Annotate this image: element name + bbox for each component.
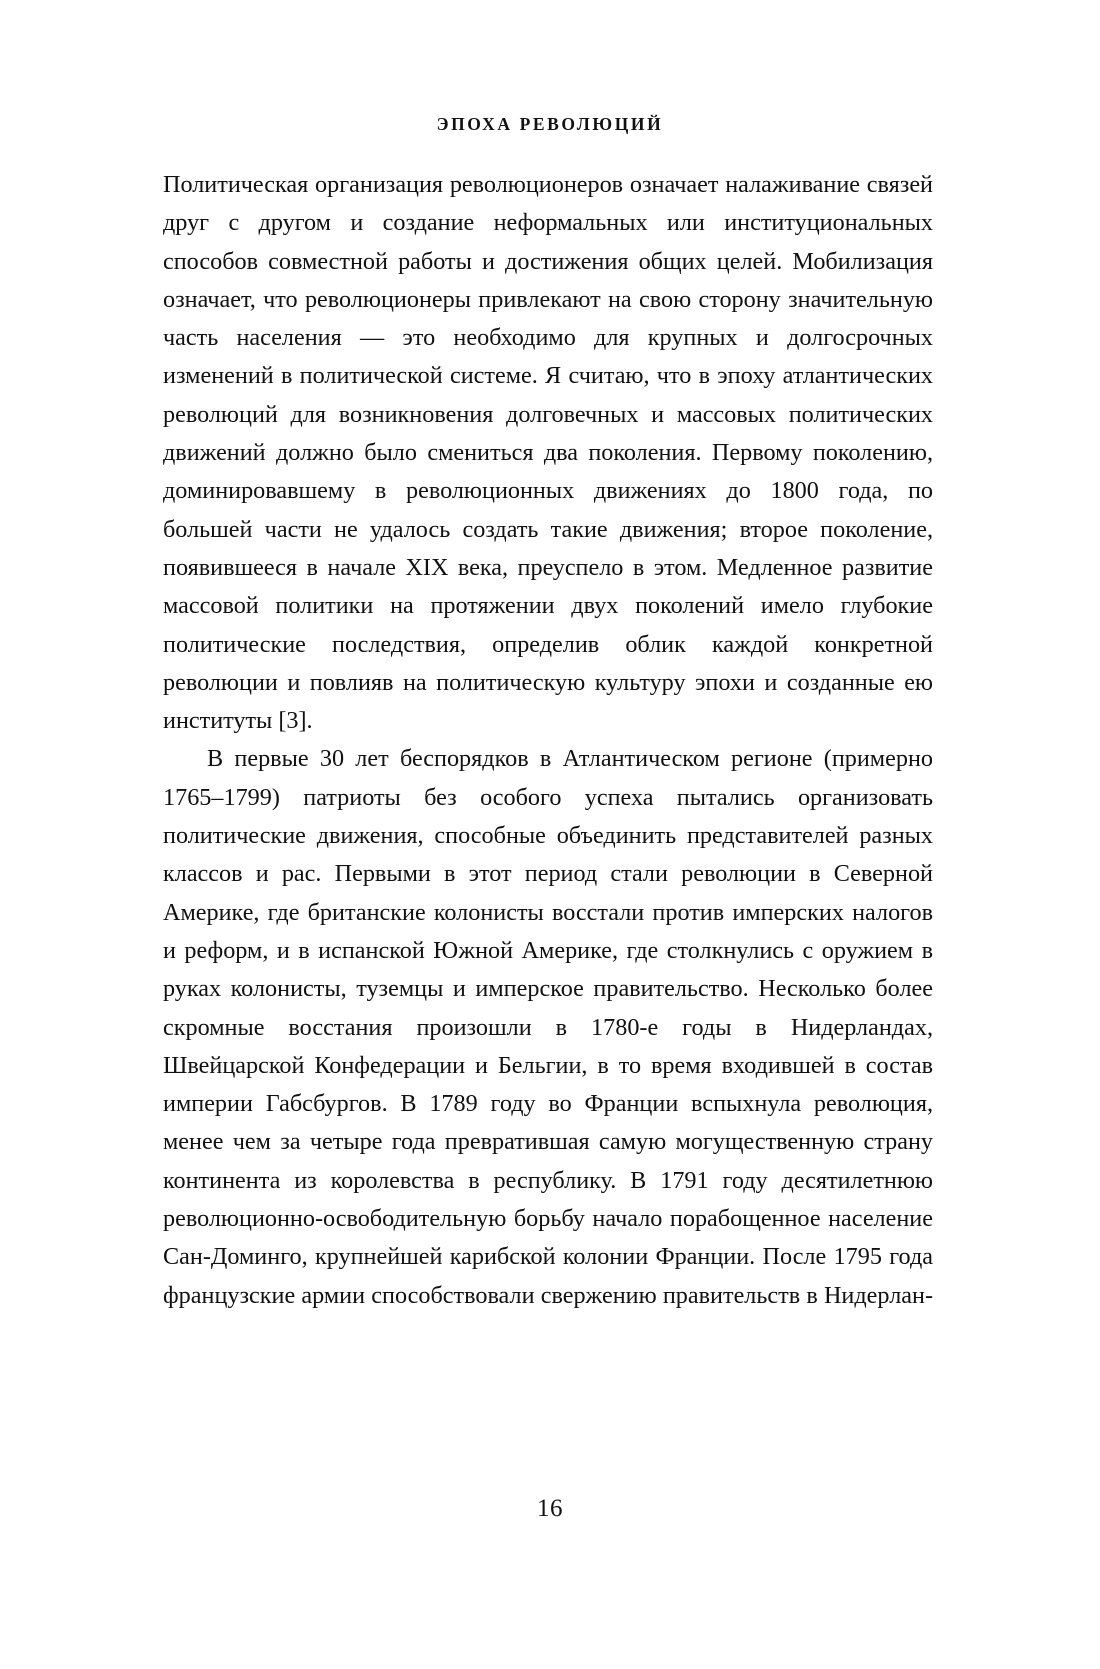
body-text-block <box>163 166 933 1315</box>
paragraph-1: Политическая организация революционеров означает налаживание связей друг с другом и создание неформальных или институциональных способов совместной работы и достижения общих целей. Мобилизация означает, что революционеры привлекают на свою сторону значительную часть населения — это необходимо для крупных и долгосрочных изменений в политической системе. Я считаю, что в эпоху атлантических революций для возникновения долговечных и массовых политических движений должно было смениться два поколения. Первому поколению, доминировавшему в революционных движениях до 1800 года, по большей части не удалось создать такие движения; второе поколение, появившееся в начале XIX века, преуспело в этом. Медленное развитие массовой политики на протяжении двух поколений имело глубокие политические последствия, определив облик каждой конкретной революции и повлияв на политическую культуру эпохи и созданные ею институты [3]. <box>163 171 933 735</box>
page-number: 16 <box>537 1495 563 1522</box>
running-head: ЭПОХА РЕВОЛЮЦИЙ <box>436 114 664 134</box>
paragraph-2: В первые 30 лет беспорядков в Атлантическом регионе (примерно 1765–1799) патриоты без особого успеха пытались организовать политические движения, способные объединить представителей разных классов и рас. Первыми в этот период стали революции в Северной Америке, где британские колонисты восстали против имперских налогов и реформ, и в испанской Южной Америке, где столкнулись с оружием в руках колонисты, туземцы и имперское правительство. Несколько более скромные восстания произошли в 1780-е годы в Нидерландах, Швейцарской Конфедерации и Бельгии, в то время входившей в состав империи Габсбургов. В 1789 году во Франции вспыхнула революция, менее чем за четыре года превратившая самую могущественную страну континента из королевства в республику. В 1791 году десятилетнюю революционно-освободительную борьбу начало порабощенное население Сан-Доминго, крупнейшей карибской колонии Франции. После 1795 года французские армии способствовали свержению правительств в Нидерлан- <box>163 745 933 1309</box>
